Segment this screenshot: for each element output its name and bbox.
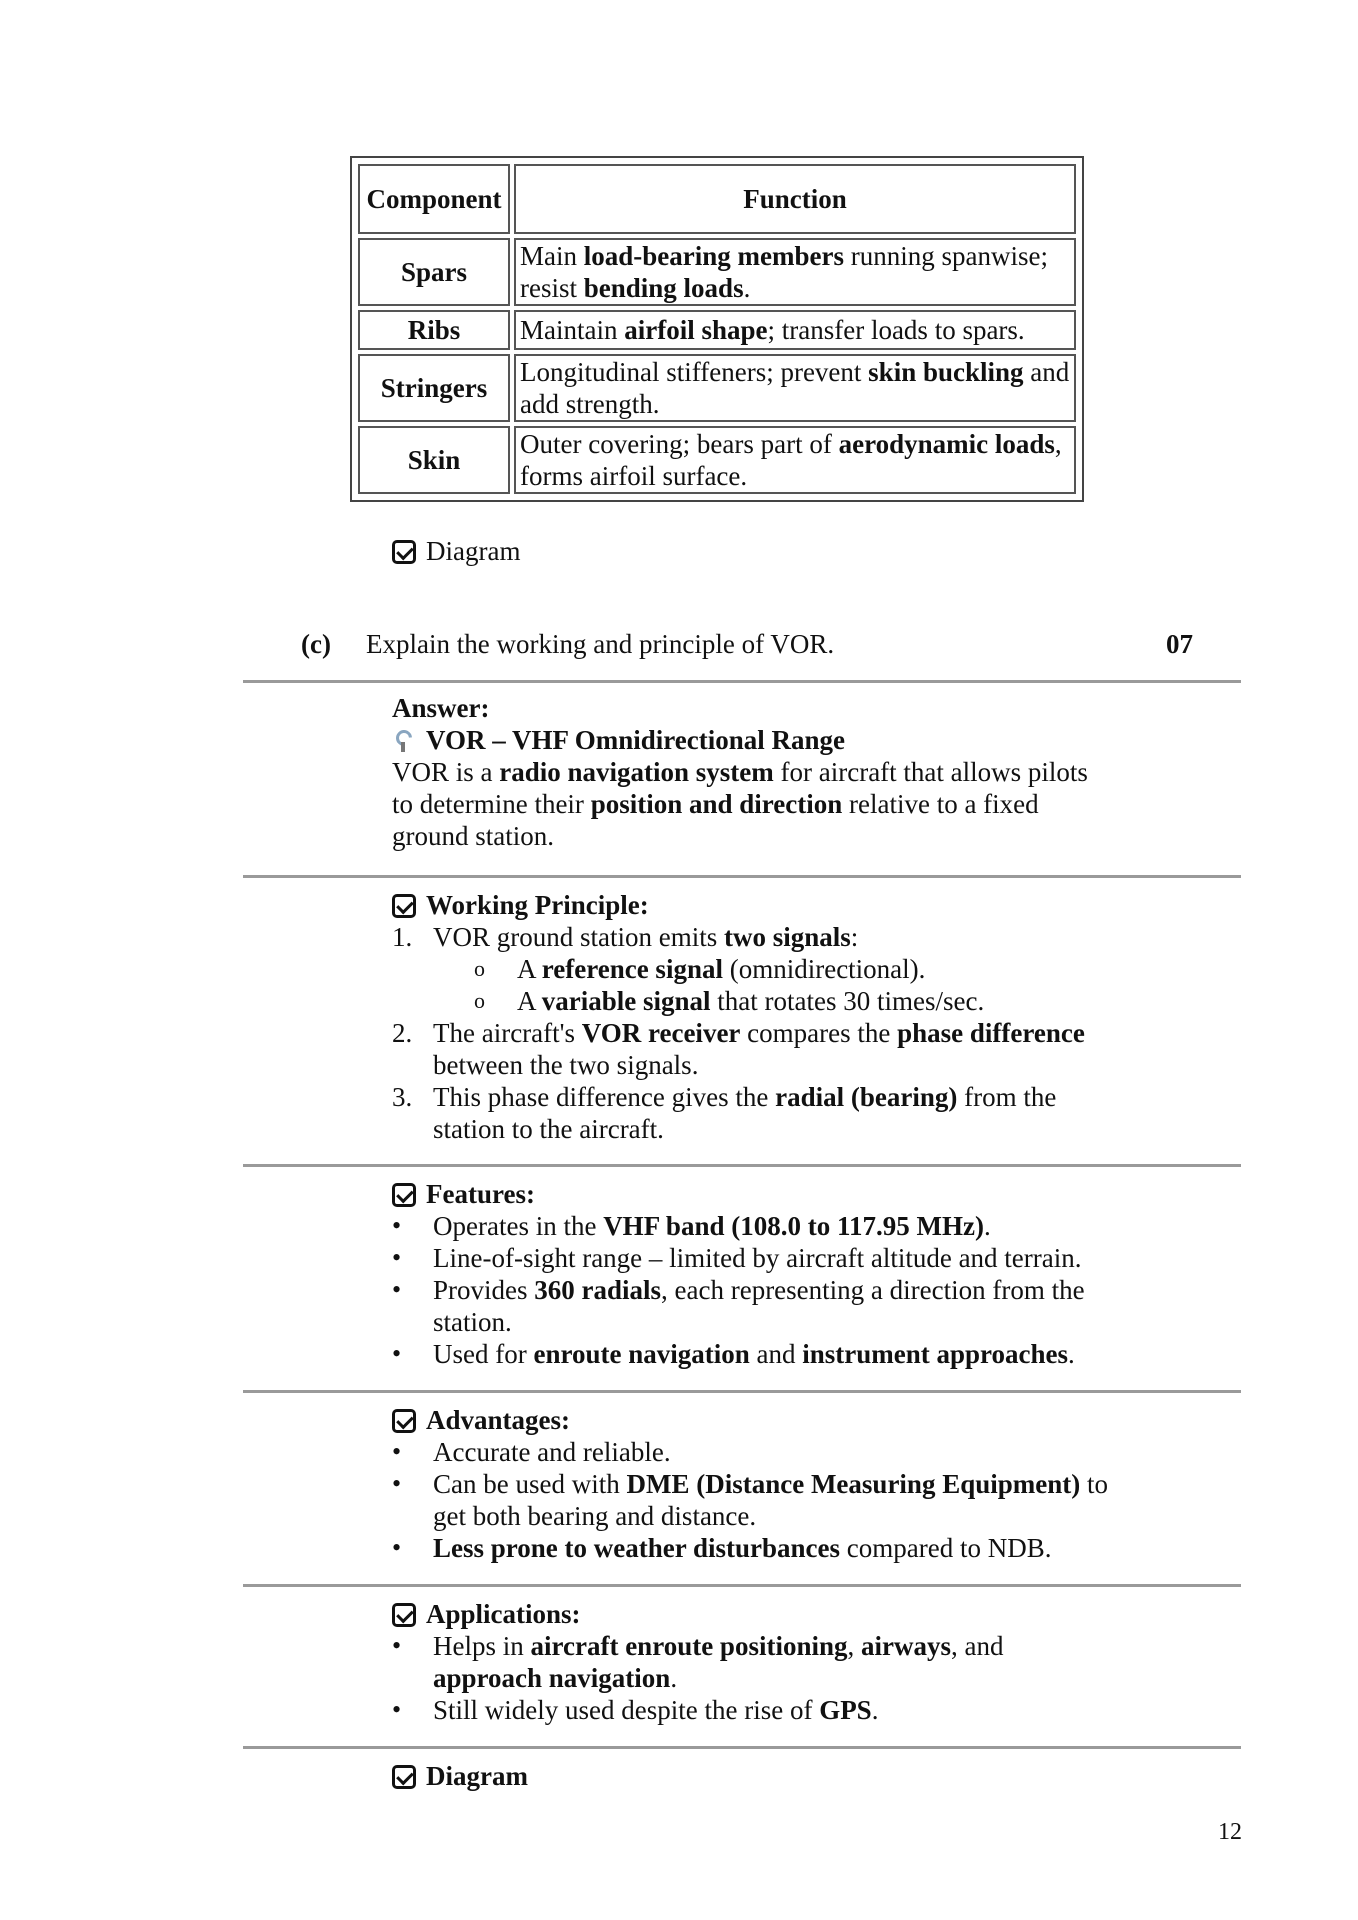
checkbox-icon (392, 1765, 416, 1789)
checkbox-icon (392, 1409, 416, 1433)
divider (243, 1164, 1241, 1167)
component-function (514, 426, 1076, 494)
divider (243, 1390, 1241, 1393)
diagram-label-bottom: Diagram (392, 1760, 528, 1792)
table-row (358, 354, 1076, 422)
bold-text: Less prone to weather disturbances (433, 1533, 841, 1563)
text-run: Operates in the (433, 1211, 604, 1241)
text-run: VOR ground station emits (433, 922, 724, 952)
component-function (514, 354, 1076, 422)
bold-text: reference signal (541, 954, 723, 984)
list-item-text (433, 1018, 1085, 1080)
bold-text: two signals (724, 922, 851, 952)
sub-list-item (392, 985, 1112, 1017)
component-name: Ribs (358, 310, 510, 350)
features-list (392, 1210, 1112, 1370)
bold-text: instrument approaches (802, 1339, 1069, 1369)
text-run: from the station to the aircraft. (433, 1082, 1057, 1144)
working-section (392, 889, 1112, 1145)
component-name: Spars (358, 238, 510, 306)
text-run: Maintain (520, 315, 625, 345)
text-run: The aircraft's (433, 1018, 582, 1048)
text-run: . (983, 1211, 991, 1241)
table-row (358, 426, 1076, 494)
text-run: : (850, 922, 859, 952)
satellite-antenna-icon (392, 726, 418, 752)
checkbox-icon (392, 894, 416, 918)
text-run: Longitudinal stiffeners; prevent (520, 357, 869, 387)
bullet-item (392, 1532, 1112, 1564)
features-section (392, 1178, 1112, 1370)
features-heading: Features: (392, 1178, 1112, 1210)
bold-text: VHF band (108.0 to 117.95 MHz) (603, 1211, 984, 1241)
bullet-item (392, 1338, 1112, 1370)
text-run: . (1068, 1339, 1075, 1369)
table-row (358, 310, 1076, 350)
divider (243, 1746, 1241, 1749)
text-run: , (847, 1631, 861, 1661)
text-run: VOR is a (392, 757, 500, 787)
bullet-item (392, 1210, 1112, 1242)
diagram-label-top: Diagram (392, 535, 520, 567)
bold-text: approach navigation (433, 1663, 671, 1693)
bold-text: airways (861, 1631, 951, 1661)
list-number: 3. (392, 1082, 413, 1112)
bold-text: VOR receiver (581, 1018, 741, 1048)
bold-text: 360 radials (534, 1275, 662, 1305)
bold-text: aerodynamic loads (838, 429, 1055, 459)
sub-list-item (392, 953, 1112, 985)
component-table (350, 156, 1084, 502)
text-run: Accurate and reliable. (433, 1437, 671, 1467)
list-item-text (433, 922, 858, 952)
bullet-item (392, 1630, 1112, 1694)
bold-text: enroute navigation (533, 1339, 750, 1369)
text-run: Provides (433, 1275, 535, 1305)
table-row (358, 238, 1076, 306)
question-text: Explain the working and principle of VOR. (366, 629, 835, 659)
question-marks: 07 (1166, 629, 1193, 659)
working-heading: Working Principle: (392, 889, 1112, 921)
text-run: ; transfer loads to spars. (767, 315, 1025, 345)
text-run: running spanwise; resist (520, 241, 1048, 303)
text-run: between the two signals. (433, 1050, 699, 1080)
text-run: Outer covering; bears part of (520, 429, 839, 459)
bold-text: airfoil shape (624, 315, 768, 345)
text-run: , each representing a direction from the station. (433, 1275, 1085, 1337)
bullet-item (392, 1694, 1112, 1726)
text-run: A (517, 954, 542, 984)
checkbox-icon (392, 1603, 416, 1627)
checkbox-icon (392, 1183, 416, 1207)
page-number: 12 (1218, 1819, 1242, 1845)
bold-text: skin buckling (868, 357, 1024, 387)
text-run: Still widely used despite the rise of (433, 1695, 820, 1725)
bold-text: GPS (819, 1695, 872, 1725)
question-label: (c) (301, 629, 331, 659)
text-run: A (517, 986, 542, 1016)
bold-text: load-bearing members (583, 241, 844, 271)
bold-text: position and direction (590, 789, 843, 819)
text-run: Line-of-sight range – limited by aircraft altitude and terrain. (433, 1243, 1082, 1273)
text-run: Can be used with (433, 1469, 627, 1499)
list-number: 2. (392, 1018, 413, 1048)
text-run: that rotates 30 times/sec. (710, 986, 985, 1016)
text-run: Helps in (433, 1631, 531, 1661)
list-item-text (517, 954, 925, 984)
bold-text: DME (Distance Measuring Equipment) (626, 1469, 1081, 1499)
advantages-section (392, 1404, 1112, 1564)
bold-text: radial (bearing) (775, 1082, 958, 1112)
text-run: . (670, 1663, 678, 1693)
list-item (392, 921, 1112, 953)
text-run: and (749, 1339, 803, 1369)
bullet-item (392, 1436, 1112, 1468)
text-run: to get both bearing and distance. (433, 1469, 1108, 1531)
list-item-text (433, 1082, 1056, 1144)
answer-section (392, 692, 1112, 852)
text-run: (omnidirectional). (722, 954, 926, 984)
applications-section (392, 1598, 1112, 1726)
text-run: for aircraft that allows pilots to determine their (392, 757, 1088, 819)
bullet-item (392, 1242, 1112, 1274)
circle-bullet-icon: o (474, 956, 485, 981)
working-list (392, 921, 1112, 1145)
bold-text: radio navigation system (499, 757, 774, 787)
advantages-heading: Advantages: (392, 1404, 1112, 1436)
bold-text: variable signal (541, 986, 711, 1016)
bold-text: phase difference (897, 1018, 1085, 1048)
answer-heading: Answer: (392, 693, 490, 723)
text-run: Used for (433, 1339, 534, 1369)
divider (243, 875, 1241, 878)
advantages-list (392, 1436, 1112, 1564)
text-run: , and (951, 1631, 1004, 1661)
text-run: , forms airfoil surface. (520, 429, 1062, 491)
applications-heading: Applications: (392, 1598, 1112, 1630)
table-header-component: Component (358, 164, 510, 234)
component-name: Stringers (358, 354, 510, 422)
text-run: . (871, 1695, 879, 1725)
list-number: 1. (392, 922, 413, 952)
component-name: Skin (358, 426, 510, 494)
component-function (514, 310, 1076, 350)
text-run: . (743, 273, 751, 303)
answer-title: VOR – VHF Omnidirectional Range (392, 724, 1112, 756)
text-run: relative to a fixed ground station. (392, 789, 1039, 851)
bullet-item (392, 1274, 1112, 1338)
list-item-text (517, 986, 984, 1016)
bold-text: bending loads (583, 273, 744, 303)
text-run: compared to NDB. (840, 1533, 1052, 1563)
list-item (392, 1081, 1112, 1145)
circle-bullet-icon: o (474, 988, 485, 1013)
applications-list (392, 1630, 1112, 1726)
checkbox-icon (392, 540, 416, 564)
divider (243, 680, 1241, 683)
text-run: Main (520, 241, 584, 271)
table-header-function: Function (514, 164, 1076, 234)
text-run: compares the (740, 1018, 898, 1048)
list-item (392, 1017, 1112, 1081)
answer-intro (392, 756, 1112, 852)
text-run: and add strength. (520, 357, 1070, 419)
divider (243, 1584, 1241, 1587)
component-function (514, 238, 1076, 306)
text-run: This phase difference gives the (433, 1082, 776, 1112)
bold-text: aircraft enroute positioning (530, 1631, 848, 1661)
bullet-item (392, 1468, 1112, 1532)
